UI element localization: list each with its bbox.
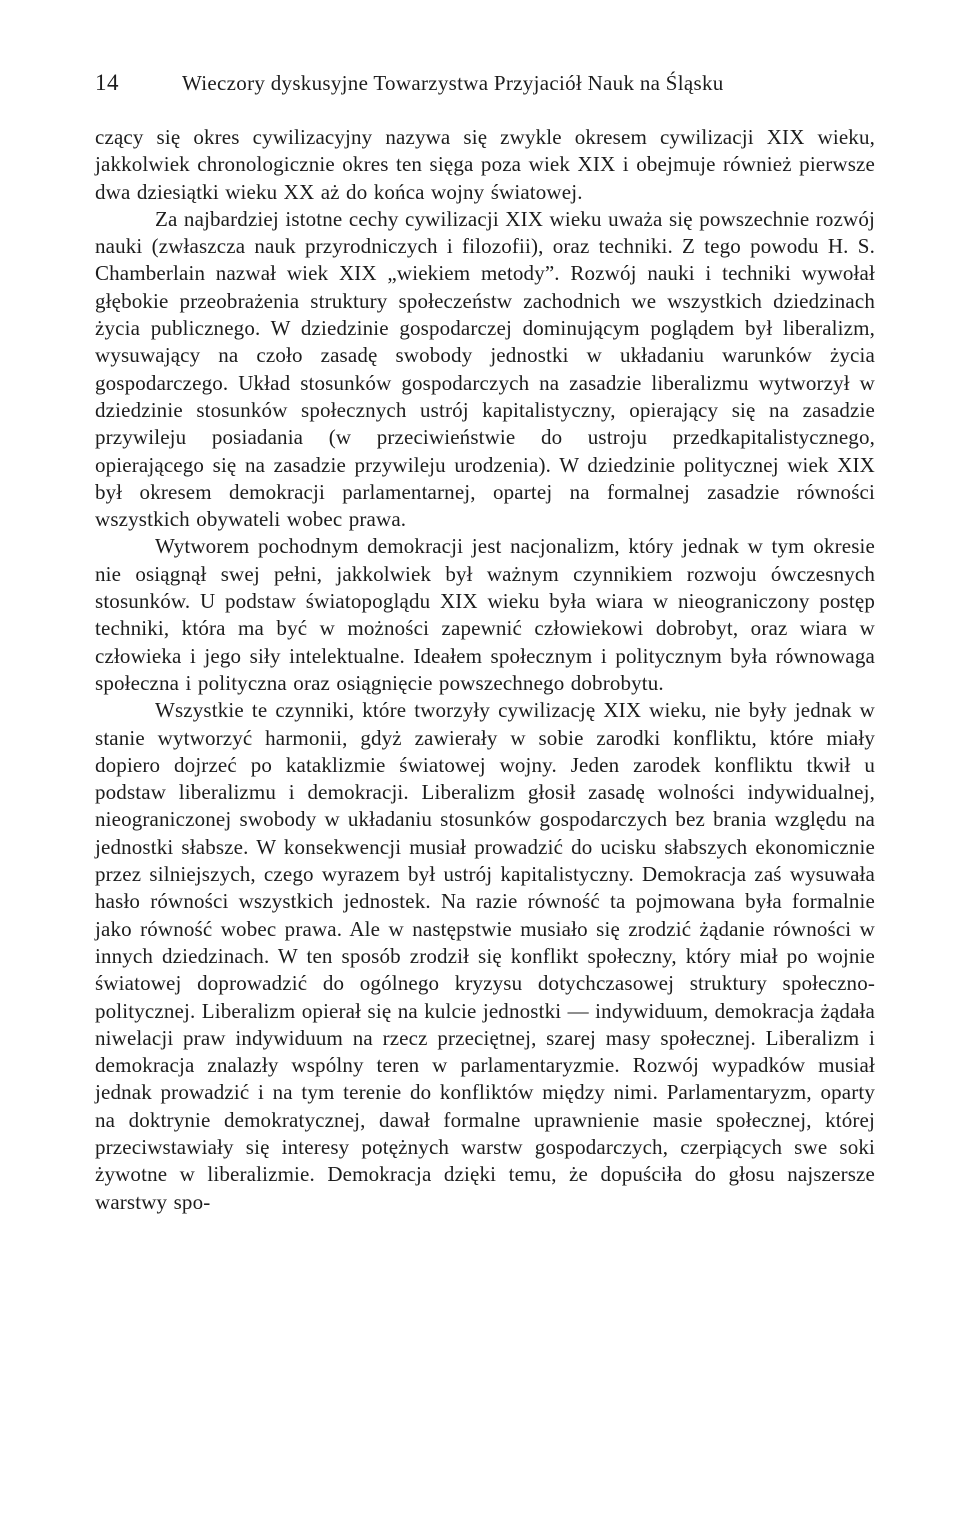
page-number: 14 [95,70,119,95]
page-header [95,70,875,102]
paragraph: Za najbardziej istotne cechy cywilizacji XIX wieku uważa się powszechnie rozwój nauki (zwłaszcza nauk przyrodniczych i filozofii), oraz techniki. Z tego powodu H. S. Chamberlain nazwał wiek XIX „wiekiem metody”. Rozwój nauki i techniki wywołał głębokie przeobrażenia struktury społeczeństw zachodnich we wszystkich dziedzinach życia publicznego. W dziedzinie gospodarczej dominującym poglądem był liberalizm, wysuwający na czoło zasadę swobody jednostki w układaniu warunków życia gospodarczego. Układ stosunków gospodarczych na zasadzie liberalizmu wytworzył w dziedzinie stosunków społecznych ustrój kapitalistyczny, opierający się na zasadzie przywileju posiadania (w przeciwieństwie do ustroju przedkapitalistycznego, opierającego się na zasadzie przywileju urodzenia). W dziedzinie politycznej wiek XIX był okresem demokracji parlamentarnej, opartej na formalnej zasadzie równości wszystkich obywateli wobec prawa. [95,206,875,532]
paragraph: Wytworem pochodnym demokracji jest nacjonalizm, który jednak w tym okresie nie osiągnął swej pełni, jakkolwiek był ważnym czynnikiem rozwoju ówczesnych stosunków. U podstaw światopoglądu XIX wieku była wiara w nieograniczony postęp techniki, która ma być w możności zapewnić człowiekowi dobrobyt, oraz wiara w człowieka i jego siły intelektualne. Ideałem społecznym i politycznym była równowaga społeczna i polityczna oraz osiągnięcie powszechnego dobrobytu. [95,534,875,695]
body-text [95,124,875,1216]
running-title: Wieczory dyskusyjne Towarzystwa Przyjaciół Nauk na Śląsku [182,71,724,95]
paragraph: Wszystkie te czynniki, które tworzyły cywilizację XIX wieku, nie były jednak w stanie wytworzyć harmonii, gdyż zawierały w sobie zarodki konfliktu, które miały dopiero dojrzeć po kataklizmie światowej wojny. Jeden zarodek konfliktu tkwił u podstaw liberalizmu i demokracji. Liberalizm głosił zasadę wolności indywidualnej, nieograniczonej swobody w układaniu stosunków gospodarczych bez brania względu na jednostki słabsze. W konsekwencji musiał prowadzić do ucisku słabszych ekonomicznie przez silniejszych, czego wyrazem był ustrój kapitalistyczny. Demokracja zaś wysuwała hasło równości wszystkich jednostek. Na razie równość ta pojmowana była formalnie jako równość wobec prawa. Ale w następstwie musiało się zrodzić żądanie równości w innych dziedzinach. W ten sposób zrodził się konflikt społeczny, który miał po wojnie światowej doprowadzić do ogólnego kryzysu dotychczasowej struktury społeczno-politycznej. Liberalizm opierał się na kulcie jednostki — indywiduum, demokracja żądała niwelacji praw indywiduum na rzecz przeciętnej, szarej masy społecznej. Liberalizm i demokracja znalazły wspólny teren w parlamentaryzmie. Rozwój wypadków musiał jednak prowadzić i na tym terenie do konfliktów między nimi. Parlamentaryzm, oparty na doktrynie demokratycznej, dawał formalne uprawnienie masie społecznej, której przeciwstawiały się interesy potężnych warstw gospodarczych, czerpiących swe soki żywotne w liberalizmie. Demokracja dzięki temu, że dopuściła do głosu najszersze warstwy spo- [95,698,875,1214]
paragraph-continued: czący się okres cywilizacyjny nazywa się zwykle okresem cywilizacji XIX wieku, jakkolwiek chronologicznie okres ten sięga poza wiek XIX i obejmuje również pierwsze dwa dziesiątki wieku XX aż do końca wojny światowej. [95,125,875,204]
